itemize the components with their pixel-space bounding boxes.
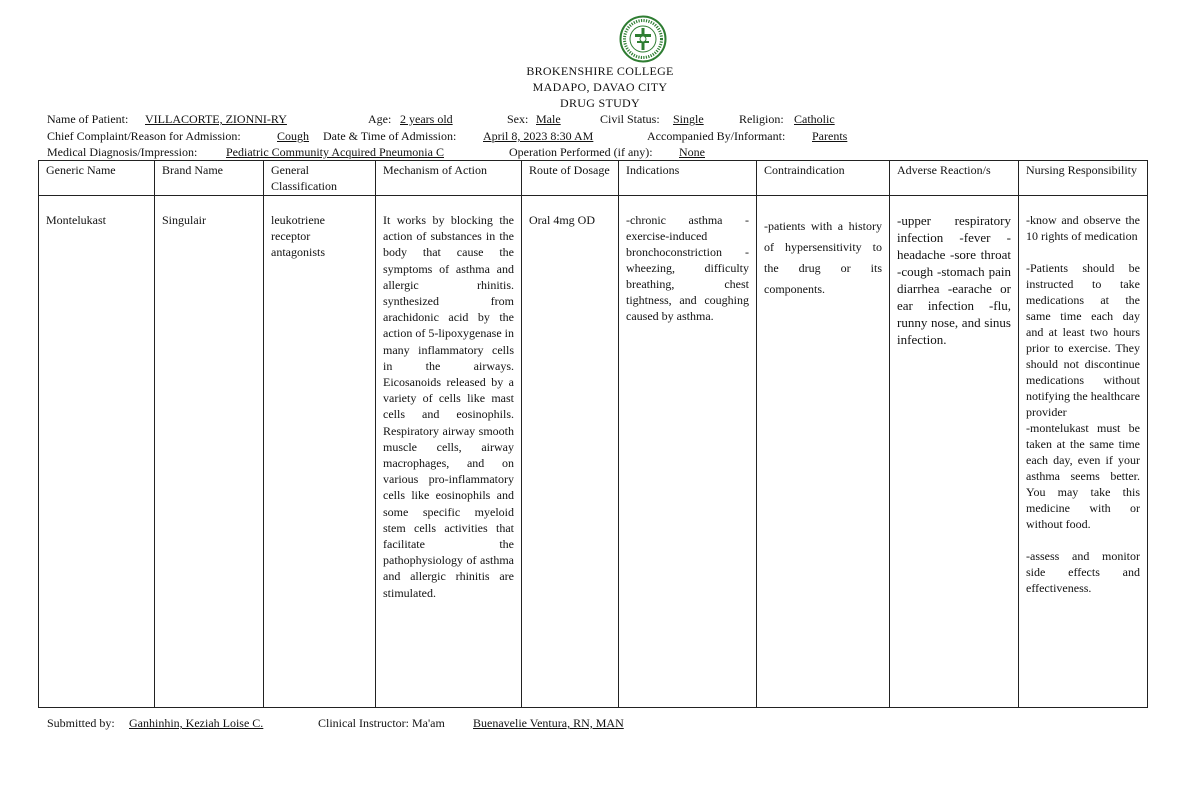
header-route: Route of Dosage — [522, 161, 619, 196]
religion-label: Religion: — [739, 112, 784, 126]
cell-route: Oral 4mg OD — [522, 196, 619, 708]
table-row — [39, 196, 1148, 708]
header-indications: Indications — [619, 161, 757, 196]
cell-brand-name: Singulair — [155, 196, 264, 708]
table-header-row — [39, 161, 1148, 196]
admission-label: Date & Time of Admission: — [323, 129, 457, 143]
submitted-by-label: Submitted by: — [47, 716, 115, 730]
sex-label: Sex: — [507, 112, 529, 126]
cell-adverse-reactions: -upper respiratory infection -fever -headache -sore throat -cough -stomach pain diarrhea -earache or ear infection -flu, runny nose, and sinus infection. — [890, 196, 1019, 708]
header-classification: General Classification — [264, 161, 376, 196]
age-label: Age: — [368, 112, 392, 126]
cell-indications: -chronic asthma -exercise-induced bronchoconstriction -wheezing, difficulty breathing, chest tightness, and coughing caused by asthma. — [619, 196, 757, 708]
admission-value: April 8, 2023 8:30 AM — [483, 129, 594, 143]
chief-complaint-value: Cough — [277, 129, 310, 143]
cell-contraindication: -patients with a history of hypersensitivity to the drug or its components. — [757, 196, 890, 708]
college-location: MADAPO, DAVAO CITY — [532, 80, 668, 94]
header-adverse-reactions: Adverse Reaction/s — [890, 161, 1019, 196]
college-seal-icon — [619, 15, 667, 63]
header-mechanism: Mechanism of Action — [376, 161, 522, 196]
document-title: DRUG STUDY — [559, 96, 640, 110]
accompanied-value: Parents — [812, 129, 848, 143]
nursing-item: -know and observe the 10 rights of medication — [1026, 213, 1140, 243]
civil-status-label: Civil Status: — [600, 112, 660, 126]
operation-value: None — [679, 145, 705, 159]
submitted-by-value: Ganhinhin, Keziah Loise C. — [129, 716, 264, 730]
diagnosis-value: Pediatric Community Acquired Pneumonia C — [226, 145, 444, 159]
drug-study-table — [38, 160, 1148, 708]
nursing-item: -assess and monitor side effects and effectiveness. — [1026, 549, 1140, 595]
college-name: BROKENSHIRE COLLEGE — [526, 64, 674, 78]
nursing-item: -montelukast must be taken at the same time each day, even if your asthma seems better. You may take this medicine with or without food. — [1026, 421, 1140, 531]
religion-value: Catholic — [794, 112, 835, 126]
header-generic-name: Generic Name — [39, 161, 155, 196]
cell-nursing-responsibility — [1019, 196, 1148, 708]
instructor-label: Clinical Instructor: Ma'am — [318, 716, 445, 730]
cell-generic-name: Montelukast — [39, 196, 155, 708]
patient-name-value: VILLACORTE, ZIONNI-RY — [145, 112, 287, 126]
instructor-value: Buenavelie Ventura, RN, MAN — [473, 716, 624, 730]
civil-status-value: Single — [673, 112, 704, 126]
header-nursing-responsibility: Nursing Responsibility — [1019, 161, 1148, 196]
nursing-item: -Patients should be instructed to take medications at the same time each day and at least two hours prior to exercise. They should not discontinue medications without notifying the healthcare provider — [1026, 261, 1140, 419]
patient-name-label: Name of Patient: — [47, 112, 129, 126]
cell-classification: leukotriene receptor antagonists — [264, 196, 376, 708]
accompanied-label: Accompanied By/Informant: — [647, 129, 786, 143]
diagnosis-label: Medical Diagnosis/Impression: — [47, 145, 198, 159]
header-brand-name: Brand Name — [155, 161, 264, 196]
chief-complaint-label: Chief Complaint/Reason for Admission: — [47, 129, 241, 143]
sex-value: Male — [536, 112, 561, 126]
header-contraindication: Contraindication — [757, 161, 890, 196]
cell-mechanism: It works by blocking the action of substances in the body that cause the symptoms of asthma and allergic rhinitis. synthesized from arachidonic acid by the action of 5-lipoxygenase in many inflammatory cells in the airways. Eicosanoids released by a variety of cells like mast cells and eosinophils. Respiratory airway smooth muscle cells, airway macrophages, and on various pro-inflammatory cells like eosinophils and some specific myeloid stem cells activities that facilitate the pathophysiology of asthma and allergic rhinitis are stimulated. — [376, 196, 522, 708]
operation-label: Operation Performed (if any): — [509, 145, 653, 159]
age-value: 2 years old — [400, 112, 453, 126]
